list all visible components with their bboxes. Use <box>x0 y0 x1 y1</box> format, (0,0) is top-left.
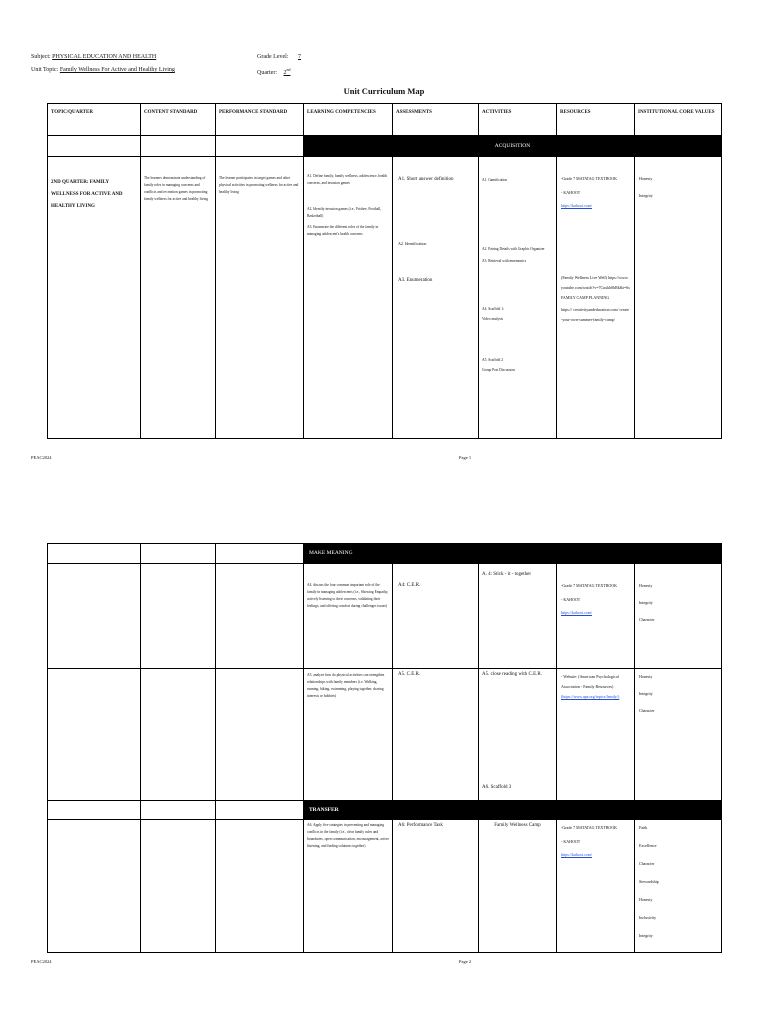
assessment-a5-cell <box>392 668 479 801</box>
value-a4-3: Character <box>639 617 655 622</box>
value-a5-1: Honesty <box>639 674 653 679</box>
activity-a5: A5. Scaffold 2 <box>482 358 503 362</box>
assessment-a2: A2. Identification <box>398 241 427 246</box>
activity-a3: A3. Retrieval with mnemonics <box>482 259 527 263</box>
empty-cell <box>47 668 141 801</box>
value-a5-2: Integrity <box>639 691 653 696</box>
subject-line <box>31 53 156 61</box>
assessment-a5: A5. C.E.R. <box>398 672 421 677</box>
grade-line <box>257 53 309 61</box>
assessment-a4: A4: C.E.R. <box>398 583 421 588</box>
footer-left-page1: PEAC2024 <box>31 455 52 460</box>
value-honesty: Honesty <box>639 176 653 181</box>
col-header-core-values: INSTITUTIONAL CORE VALUES <box>634 103 722 136</box>
section-transfer: TRANSFER <box>303 800 722 820</box>
competency-a6-cell <box>303 819 393 953</box>
activity-a6-cell <box>478 819 557 953</box>
assessment-a3: A3. Enumeration <box>398 278 433 283</box>
resource-a6-textbook: -Grade 7 MATATAG TEXTBOOK <box>561 825 618 830</box>
empty-cell <box>47 543 141 564</box>
empty-cell <box>215 819 304 953</box>
performance-standard-text: The learner participates in target games and other physical activities in promoting wellness for active and healthy living <box>219 176 299 194</box>
empty-cell <box>140 543 216 564</box>
resource-a4-kahoot: - KAHOOT <box>561 597 581 602</box>
empty-cell <box>215 543 304 564</box>
section-make-meaning: MAKE MEANING <box>303 543 722 564</box>
empty-cell <box>47 819 141 953</box>
quarter-label: Quarter: <box>257 70 277 76</box>
resource-a5-link[interactable]: (https://www.apa.org/topics/family/) <box>561 694 620 699</box>
topic-cell <box>47 156 141 439</box>
activity-a4-cell <box>478 563 557 669</box>
competency-a5-cell <box>303 668 393 801</box>
competency-a5: A5. analyze how do physical activities can strengthen relationships with family members (i.e. Walking, running, hiking, swimming, playing together, sharing interests or hobbies) <box>307 673 385 698</box>
resource-kahoot: - KAHOOT <box>561 190 581 195</box>
activities-cell <box>478 156 557 439</box>
section-acquisition: ACQUISITION <box>303 135 722 157</box>
resource-a4-kahoot-link[interactable]: https://kahoot.com/ <box>561 610 592 615</box>
value-integrity: Integrity <box>639 193 653 198</box>
activity-a5-cell <box>478 668 557 801</box>
empty-cell <box>215 135 304 157</box>
col-header-activities: ACTIVITIES <box>478 103 557 136</box>
assessment-a4-cell <box>392 563 479 669</box>
empty-cell <box>215 668 304 801</box>
resource-textbook: -Grade 7 MATATAG TEXTBOOK <box>561 176 618 181</box>
activity-a5-scaffold: A6. Scaffold 3 <box>482 785 512 790</box>
subject-value: PHYSICAL EDUCATION AND HEALTH <box>52 54 157 60</box>
competencies-cell <box>303 156 393 439</box>
footer-page-number-2: Page 2 <box>459 959 472 964</box>
competency-a4: A4. discuss the four common important role of the family in managing adolescents (i.e., Showing Empathy, actively listening to their concerns, validating their feelings, and offering comfort during challenges issues) <box>307 583 389 608</box>
empty-cell <box>47 563 141 669</box>
value-a6-7: Integrity <box>639 933 653 938</box>
value-a4-2: Integrity <box>639 600 653 605</box>
value-a6-4: Stewardship <box>639 879 659 884</box>
col-header-content-standard: CONTENT STANDARD <box>140 103 216 136</box>
empty-cell <box>140 668 216 801</box>
empty-cell <box>215 563 304 669</box>
competency-a3: A3. Enumerate the different roles of the family in managing adolescent's health concerns <box>307 225 379 236</box>
resource-a6-kahoot: - KAHOOT <box>561 839 581 844</box>
empty-cell <box>215 800 304 820</box>
quarter-line <box>257 66 296 77</box>
performance-standard-cell <box>215 156 304 439</box>
resource-camp-link: https:// creativityandeducation.com/ create-your-own-summer-family-camp/ <box>561 307 630 322</box>
empty-cell <box>47 800 141 820</box>
assessment-a1: A1. Short answer definition <box>398 177 454 182</box>
competency-a4-cell <box>303 563 393 669</box>
topic-text: 2ND QUARTER: FAMILY WELLNESS FOR ACTIVE AND HEALTHY LIVING <box>51 180 123 209</box>
activity-a1: A1. Gamification <box>482 178 508 182</box>
resource-camp-planning: FAMILY CAMP PLANNING <box>561 295 610 300</box>
subject-label: Subject: <box>31 54 51 60</box>
resources-a4-cell <box>556 563 635 669</box>
footer-left-page2: PEAC2024 <box>31 959 52 964</box>
resource-video: (Family Wellness Live Well) https://www.youtube.com/watch?v=7Cuxkh0hRk&t=6s <box>561 275 630 290</box>
quarter-value <box>279 67 296 76</box>
activity-a5-detail: Group Post Discussion <box>482 368 515 372</box>
values-a5-cell <box>634 668 722 801</box>
empty-cell <box>140 800 216 820</box>
grade-label: Grade Level: <box>257 54 289 60</box>
empty-cell <box>140 135 216 157</box>
col-header-topic: TOPIC/QUARTER <box>47 103 141 136</box>
topic-value: Family Wellness For Active and Healthy Living <box>59 67 175 73</box>
page-title: Unit Curriculum Map <box>343 86 425 96</box>
resources-a6-cell <box>556 819 635 953</box>
activity-a4-stick: A. 4: Stick - it - together <box>482 572 532 577</box>
value-a6-1: Faith <box>639 825 648 830</box>
topic-line <box>31 66 175 74</box>
competency-a2: A2. Identify invasion games (i.e., Frisbee, Football, Basketball) <box>307 207 382 218</box>
activity-a6-camp: Family Wellness Camp <box>494 823 541 828</box>
activity-a4: A4. Scaffold 1: <box>482 307 504 311</box>
assessment-a6: A6: Performance Task <box>398 823 443 828</box>
resource-a4-textbook: -Grade 7 MATATAG TEXTBOOK <box>561 583 618 588</box>
empty-cell <box>140 563 216 669</box>
empty-cell <box>47 135 141 157</box>
content-standard-text: The learners demonstrate understanding of family roles in managing concerns and conflicts and recreation games in promoting family wellness for active and healthy living <box>144 176 209 201</box>
value-a6-2: Excellence <box>639 843 657 848</box>
col-header-resources: RESOURCES <box>556 103 635 136</box>
empty-cell <box>140 819 216 953</box>
activity-a2: A2. Pairing Details with Graphic Organizer <box>482 247 545 251</box>
resources-a5-cell <box>556 668 635 801</box>
competency-a1: A1. Define family, family wellness, adolescence, health concerns, and invasion games <box>307 174 388 185</box>
col-header-performance-standard: PERFORMANCE STANDARD <box>215 103 304 136</box>
value-a5-3: Character <box>639 708 655 713</box>
competency-a6: A6. Apply five strategies in preventing and managing conflicts in the family (i.e., clear family rules and boundaries, open communication, encouragement, active listening, and finding solutions together) <box>307 823 389 848</box>
resources-cell <box>556 156 635 439</box>
values-a6-cell <box>634 819 722 953</box>
value-a6-3: Character <box>639 861 655 866</box>
value-a6-5: Honesty <box>639 897 653 902</box>
core-values-cell <box>634 156 722 439</box>
value-a4-1: Honesty <box>639 583 653 588</box>
col-header-learning-competencies: LEARNING COMPETENCIES <box>303 103 393 136</box>
resource-a6-kahoot-link[interactable]: https://kahoot.com/ <box>561 852 592 857</box>
topic-label: Unit Topic: <box>31 67 59 73</box>
assessment-a6-cell <box>392 819 479 953</box>
activity-a4-detail: Video analysis <box>482 317 504 321</box>
quarter-number: 2 <box>283 70 287 76</box>
content-standard-cell <box>140 156 216 439</box>
activity-a5-close-reading: A5. close reading with C.E.R. <box>482 672 542 677</box>
value-a6-6: Inclusivity <box>639 915 657 920</box>
values-a4-cell <box>634 563 722 669</box>
grade-value: 7 <box>297 54 301 60</box>
resource-kahoot-link[interactable]: https://kahoot.com/ <box>561 203 592 208</box>
assessments-cell <box>392 156 479 439</box>
quarter-suffix: nd <box>286 67 291 72</box>
footer-page-number-1: Page 1 <box>459 455 472 460</box>
resource-a5-website: - Website: (American Psychological Association - Family Resources) <box>561 674 619 689</box>
col-header-assessments: ASSESSMENTS <box>392 103 479 136</box>
